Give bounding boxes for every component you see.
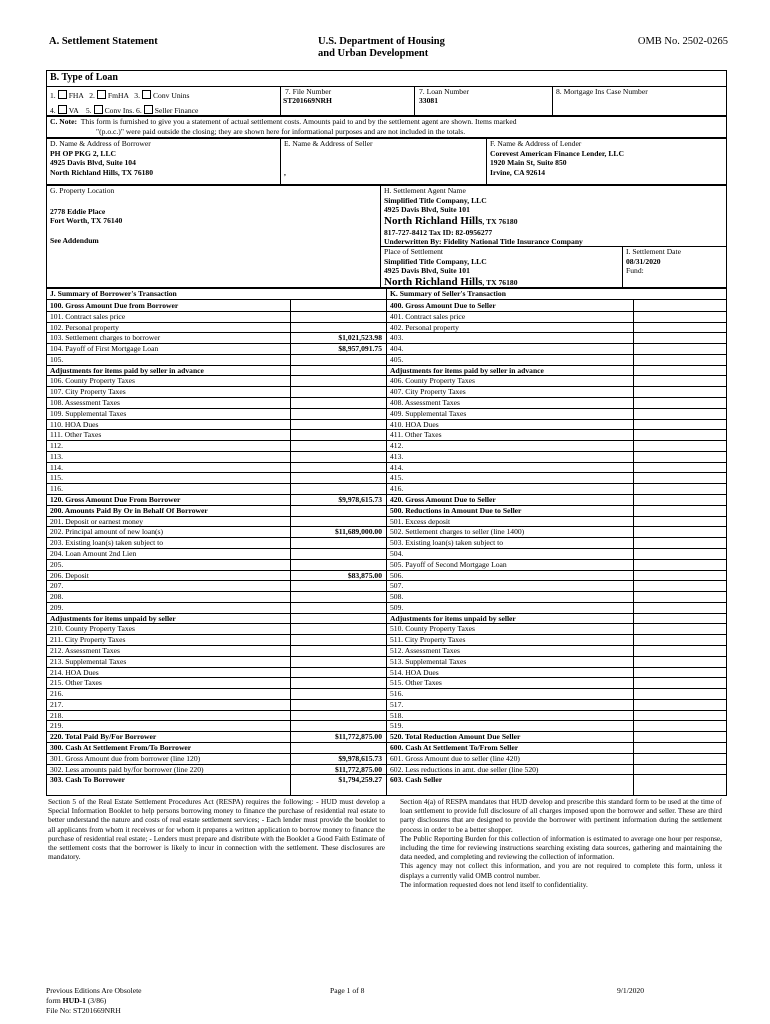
seller-row-label: 412. bbox=[390, 441, 404, 451]
borrower-name: PH OP PKG 2, LLC bbox=[50, 148, 117, 158]
borrower-row-label: 210. County Property Taxes bbox=[50, 624, 135, 634]
form-title: A. Settlement Statement bbox=[49, 36, 158, 47]
borrower-row-label: 301. Gross Amount due from borrower (line 120) bbox=[50, 753, 201, 763]
option-number: 5. bbox=[85, 106, 92, 115]
seller-row-amount bbox=[635, 580, 723, 591]
property-location-label: G. Property Location bbox=[50, 186, 115, 195]
borrower-row-label: 113. bbox=[50, 451, 64, 461]
loan-number-value: 33081 bbox=[419, 96, 438, 105]
borrower-row-label: 212. Assessment Taxes bbox=[50, 645, 120, 655]
seller-row-label: Adjustments for items unpaid by seller bbox=[390, 613, 516, 623]
lender-city: Irvine, CA 92614 bbox=[490, 167, 546, 177]
footer-left bbox=[46, 986, 142, 1016]
respa-section-4-paragraph: Section 4(a) of RESPA mandates that HUD develop and prescribe this standard form to be used at the time of loan settlement to provide full disclosure of all charges imposed upon the borrower and seller. These are third party disclosures that are designed to provide the borrower with pertinent information during the settlement process in order to be a better shopper. bbox=[400, 797, 722, 834]
borrower-row-amount bbox=[292, 408, 382, 419]
respa-section-4-note bbox=[400, 797, 722, 889]
seller-row-amount bbox=[635, 311, 723, 322]
place-label: Place of Settlement bbox=[384, 247, 444, 256]
borrower-row-amount: $9,978,615.73 bbox=[338, 753, 382, 763]
seller-row-label: 501. Excess deposit bbox=[390, 516, 451, 526]
department-line-1: U.S. Department of Housing bbox=[318, 36, 445, 47]
omb-control-paragraph: This agency may not collect this information, and you are not required to complete this form, unless it displays a currently valid OMB control number. bbox=[400, 861, 722, 880]
seller-row-label: 502. Settlement charges to seller (line 1400) bbox=[390, 527, 525, 537]
option-number: 3. bbox=[134, 91, 140, 100]
borrower-row-label: 106. County Property Taxes bbox=[50, 376, 135, 386]
agent-state-zip: , TX 76180 bbox=[482, 216, 518, 226]
seller-row-amount bbox=[635, 451, 723, 462]
seller-row-label: 407. City Property Taxes bbox=[390, 387, 466, 397]
seller-row-amount bbox=[635, 322, 723, 333]
borrower-row-label: 220. Total Paid By/For Borrower bbox=[50, 732, 157, 742]
borrower-row-amount bbox=[292, 397, 382, 408]
borrower-row-amount bbox=[292, 419, 382, 430]
seller-row-amount bbox=[635, 559, 723, 570]
lender-name: Corevest American Finance Lender, LLC bbox=[490, 148, 624, 158]
place-address: 4925 Davis Blvd, Suite 101 bbox=[384, 266, 470, 276]
divider bbox=[622, 246, 623, 288]
borrower-row-label: Adjustments for items unpaid by seller bbox=[50, 613, 176, 623]
borrower-row-label: 302. Less amounts paid by/for borrower (line 220) bbox=[50, 764, 204, 774]
borrower-row-label: 115. bbox=[50, 473, 64, 483]
borrower-row-amount bbox=[292, 710, 382, 721]
seller-value: , bbox=[284, 168, 286, 177]
seller-row-amount bbox=[635, 365, 723, 376]
borrower-row-label: 215. Other Taxes bbox=[50, 678, 102, 688]
lender-address: 1920 Main St, Suite 850 bbox=[490, 158, 567, 168]
seller-row-label: 503. Existing loan(s) taken subject to bbox=[390, 538, 504, 548]
divider bbox=[280, 86, 281, 116]
settlement-date-value: 08/31/2020 bbox=[626, 256, 661, 266]
seller-row-amount bbox=[635, 483, 723, 494]
omb-number: OMB No. 2502-0265 bbox=[637, 36, 728, 47]
seller-row-label: 508. bbox=[390, 592, 404, 602]
seller-row-label: 510. County Property Taxes bbox=[390, 624, 475, 634]
borrower-row-label: 219. bbox=[50, 721, 64, 731]
borrower-row-label: 201. Deposit or earnest money bbox=[50, 516, 144, 526]
borrower-row-label: 211. City Property Taxes bbox=[50, 635, 126, 645]
seller-row-label: 517. bbox=[390, 699, 404, 709]
borrower-row-amount: $1,794,259.27 bbox=[338, 775, 382, 785]
respa-section-5-note: Section 5 of the Real Estate Settlement Procedures Act (RESPA) requires the following: - HUD must develop a Special Information Booklet to help persons borrowing money to finance the purchase of residential real estate to better understand the nature and costs of real estate settlement services; - Each lender must provide the booklet to all applicants from whom it receives or for whom it prepares a written application to borrow money to finance the purchase of residential real estate; - Lenders must prepare and distribute with the Booklet a Good Faith Estimate of the settlement costs that the borrower is likely to incur in connection with the settlement. These disclosures are mandatory. bbox=[48, 797, 385, 862]
form-number bbox=[46, 996, 142, 1006]
agent-phone-tax: 817-727-8412 Tax ID: 82-0956277 bbox=[384, 227, 493, 237]
conv-ins-label: Conv Ins. bbox=[104, 106, 135, 115]
borrower-row-amount bbox=[292, 742, 382, 753]
borrower-row-amount bbox=[292, 375, 382, 386]
divider bbox=[486, 138, 487, 185]
borrower-row-label: 109. Supplemental Taxes bbox=[50, 408, 127, 418]
seller-finance-checkbox[interactable] bbox=[144, 105, 153, 114]
borrower-row-amount bbox=[292, 720, 382, 731]
note-text bbox=[50, 117, 517, 136]
borrower-row-amount bbox=[292, 322, 382, 333]
agent-label: H. Settlement Agent Name bbox=[384, 186, 466, 195]
borrower-row-label: 103. Settlement charges to borrower bbox=[50, 333, 161, 343]
agent-city: North Richland Hills bbox=[384, 214, 483, 227]
fha-checkbox[interactable] bbox=[58, 90, 67, 99]
seller-row-amount bbox=[635, 386, 723, 397]
divider bbox=[414, 86, 415, 116]
seller-row-label: 405. bbox=[390, 354, 404, 364]
seller-row-amount bbox=[635, 408, 723, 419]
form-prefix: form bbox=[46, 996, 63, 1005]
seller-row-amount bbox=[635, 699, 723, 710]
seller-row-amount bbox=[635, 602, 723, 613]
borrower-row-label: 209. bbox=[50, 602, 64, 612]
seller-row-amount bbox=[635, 623, 723, 634]
seller-row-label: 506. bbox=[390, 570, 404, 580]
borrower-row-label: 203. Existing loan(s) taken subject to bbox=[50, 538, 164, 548]
seller-row-label: 401. Contract sales price bbox=[390, 311, 466, 321]
seller-row-amount bbox=[635, 375, 723, 386]
loan-type-row-1 bbox=[50, 90, 189, 101]
borrower-row-amount bbox=[292, 300, 382, 311]
seller-row-label: 403. bbox=[390, 333, 404, 343]
borrower-row-amount: $11,772,875.00 bbox=[334, 732, 382, 742]
file-number-label: 7. File Number bbox=[285, 87, 332, 96]
va-label: VA bbox=[68, 106, 79, 115]
seller-row-label: 400. Gross Amount Due to Seller bbox=[390, 301, 496, 310]
borrower-row-amount bbox=[292, 548, 382, 559]
borrower-row-amount bbox=[292, 634, 382, 645]
settlement-date-label: I. Settlement Date bbox=[626, 247, 682, 256]
seller-row-label: 514. HOA Dues bbox=[390, 667, 439, 677]
seller-row-label: 409. Supplemental Taxes bbox=[390, 408, 467, 418]
lender-block bbox=[490, 139, 624, 177]
settlement-date-block bbox=[626, 247, 681, 276]
seller-row-label: 411. Other Taxes bbox=[390, 430, 442, 440]
borrower-row-amount bbox=[292, 623, 382, 634]
see-addendum: See Addendum bbox=[50, 236, 99, 245]
seller-row-label: 511. City Property Taxes bbox=[390, 635, 466, 645]
seller-row-amount bbox=[635, 472, 723, 483]
borrower-row-amount bbox=[292, 311, 382, 322]
fmha-checkbox[interactable] bbox=[97, 90, 106, 99]
borrower-row-label: 206. Deposit bbox=[50, 570, 89, 580]
note-label: C. Note: bbox=[50, 117, 77, 126]
seller-row-amount bbox=[635, 397, 723, 408]
borrower-row-label: 102. Personal property bbox=[50, 322, 119, 332]
seller-row-amount bbox=[635, 591, 723, 602]
form-revision: (3/86) bbox=[85, 996, 107, 1005]
seller-row-label: 406. County Property Taxes bbox=[390, 376, 475, 386]
seller-finance-label: Seller Finance bbox=[154, 106, 199, 115]
borrower-row-label: 300. Cash At Settlement From/To Borrower bbox=[50, 742, 192, 752]
borrower-row-amount bbox=[292, 677, 382, 688]
borrower-row-amount: $11,689,000.00 bbox=[334, 527, 382, 537]
borrower-row-amount: $8,957,091.75 bbox=[338, 344, 382, 354]
seller-row-amount bbox=[635, 440, 723, 451]
property-city: Fort Worth, TX 76140 bbox=[50, 216, 123, 225]
borrower-row-label: 207. bbox=[50, 581, 64, 591]
borrower-row-amount bbox=[292, 483, 382, 494]
seller-row-label: 602. Less reductions in amt. due seller (line 520) bbox=[390, 764, 539, 774]
borrower-row-amount bbox=[292, 440, 382, 451]
option-number: 6. bbox=[136, 106, 142, 115]
borrower-row-amount bbox=[292, 537, 382, 548]
borrower-row-amount bbox=[292, 472, 382, 483]
loan-type-row-2 bbox=[50, 105, 198, 116]
place-state-zip: , TX 76180 bbox=[482, 277, 518, 287]
seller-row-amount bbox=[635, 774, 723, 785]
seller-row-label: 410. HOA Dues bbox=[390, 419, 439, 429]
seller-row-label: 600. Cash At Settlement To/From Seller bbox=[390, 742, 519, 752]
borrower-label: D. Name & Address of Borrower bbox=[50, 139, 151, 148]
seller-row-label: 414. bbox=[390, 462, 404, 472]
option-number: 4. bbox=[50, 106, 56, 115]
note-line-2: "(p.o.c.)" were paid outside the closing; they are shown here for informational purposes and are not included in the totals. bbox=[96, 126, 466, 136]
seller-row-amount bbox=[635, 645, 723, 656]
divider bbox=[380, 185, 381, 288]
seller-row-label: 415. bbox=[390, 473, 404, 483]
borrower-row-label: 120. Gross Amount Due From Borrower bbox=[50, 495, 181, 505]
seller-row-amount bbox=[635, 300, 723, 311]
mortgage-ins-case-label: 8. Mortgage Ins Case Number bbox=[556, 87, 648, 96]
borrower-row-label: 218. bbox=[50, 710, 64, 720]
seller-row-label: 500. Reductions in Amount Due to Seller bbox=[390, 505, 522, 515]
seller-row-amount bbox=[635, 667, 723, 678]
conv-unins-checkbox[interactable] bbox=[142, 90, 151, 99]
seller-row-label: 519. bbox=[390, 721, 404, 731]
seller-label: E. Name & Address of Seller bbox=[284, 139, 373, 148]
option-number: 1. bbox=[50, 91, 56, 100]
borrower-row-label: 204. Loan Amount 2nd Lien bbox=[50, 548, 137, 558]
divider bbox=[280, 138, 281, 185]
borrower-row-label: 214. HOA Dues bbox=[50, 667, 99, 677]
borrower-row-label: 107. City Property Taxes bbox=[50, 387, 126, 397]
place-name: Simplified Title Company, LLC bbox=[384, 256, 487, 266]
borrower-city: North Richland Hills, TX 76180 bbox=[50, 167, 154, 177]
place-of-settlement-block bbox=[384, 247, 518, 289]
underwriter: Underwritten By: Fidelity National Title Insurance Company bbox=[384, 237, 583, 247]
borrower-row-amount bbox=[292, 462, 382, 473]
seller-row-amount bbox=[635, 462, 723, 473]
borrower-row-label: 213. Supplemental Taxes bbox=[50, 656, 127, 666]
borrower-row-label: 216. bbox=[50, 689, 64, 699]
borrower-row-amount bbox=[292, 656, 382, 667]
settlement-agent-block bbox=[384, 186, 583, 247]
borrower-row-amount bbox=[292, 505, 382, 516]
borrower-row-label: 101. Contract sales price bbox=[50, 311, 126, 321]
seller-row-amount bbox=[635, 613, 723, 624]
borrower-row-amount bbox=[292, 365, 382, 376]
borrower-row-amount: $1,021,523.98 bbox=[338, 333, 382, 343]
seller-row-label: 504. bbox=[390, 548, 404, 558]
seller-row-amount bbox=[635, 419, 723, 430]
borrower-row-label: 217. bbox=[50, 699, 64, 709]
seller-row-amount bbox=[635, 742, 723, 753]
borrower-row-label: 200. Amounts Paid By Or in Behalf Of Borrower bbox=[50, 505, 208, 515]
seller-row-amount bbox=[635, 343, 723, 354]
seller-row-label: 513. Supplemental Taxes bbox=[390, 656, 467, 666]
borrower-row-label: 208. bbox=[50, 592, 64, 602]
seller-row-amount bbox=[635, 634, 723, 645]
seller-row-amount bbox=[635, 354, 723, 365]
conv-ins-checkbox[interactable] bbox=[94, 105, 103, 114]
borrower-row-label: 205. bbox=[50, 559, 64, 569]
seller-row-amount bbox=[635, 570, 723, 581]
va-checkbox[interactable] bbox=[58, 105, 67, 114]
seller-row-label: 603. Cash Seller bbox=[390, 775, 443, 785]
borrower-row-amount bbox=[292, 559, 382, 570]
borrower-summary-title: J. Summary of Borrower's Transaction bbox=[50, 289, 177, 298]
seller-row-label: 520. Total Reduction Amount Due Seller bbox=[390, 732, 521, 742]
property-street: 2778 Eddie Place bbox=[50, 207, 106, 216]
agent-address: 4925 Davis Blvd, Suite 101 bbox=[384, 205, 470, 215]
seller-row-label: 601. Gross Amount due to seller (line 420) bbox=[390, 753, 520, 763]
conv-unins-label: Conv Unins bbox=[152, 91, 190, 100]
borrower-row-amount: $11,772,875.00 bbox=[334, 764, 382, 774]
seller-row-label: 402. Personal property bbox=[390, 322, 459, 332]
fund-label: Fund: bbox=[626, 266, 644, 276]
place-city: North Richland Hills bbox=[384, 275, 483, 288]
borrower-row-amount bbox=[292, 354, 382, 365]
seller-row-amount bbox=[635, 494, 723, 505]
borrower-row-label: 110. HOA Dues bbox=[50, 419, 99, 429]
borrower-row-amount bbox=[292, 429, 382, 440]
seller-row-amount bbox=[635, 731, 723, 742]
note-line-1: This form is furnished to give you a statement of actual settlement costs. Amounts paid to and by the settlement agent are shown. Items marked bbox=[80, 117, 517, 126]
borrower-row-amount: $83,875.00 bbox=[347, 570, 382, 580]
seller-row-amount bbox=[635, 677, 723, 688]
department-title bbox=[318, 36, 445, 60]
seller-row-label: 408. Assessment Taxes bbox=[390, 398, 460, 408]
loan-number-label: 7. Loan Number bbox=[419, 87, 469, 96]
borrower-row-label: 105. bbox=[50, 354, 64, 364]
borrower-row-label: 202. Principal amount of new loan(s) bbox=[50, 527, 164, 537]
seller-row-amount bbox=[635, 753, 723, 764]
seller-row-label: 416. bbox=[390, 484, 404, 494]
borrower-block bbox=[50, 139, 153, 177]
lender-label: F. Name & Address of Lender bbox=[490, 139, 582, 148]
borrower-row-label: 104. Payoff of First Mortgage Loan bbox=[50, 344, 159, 354]
seller-row-label: Adjustments for items paid by seller in advance bbox=[390, 365, 544, 375]
borrower-row-label: 111. Other Taxes bbox=[50, 430, 102, 440]
borrower-row-amount bbox=[292, 386, 382, 397]
seller-row-amount bbox=[635, 516, 723, 527]
seller-row-label: 509. bbox=[390, 602, 404, 612]
borrower-row-label: 112. bbox=[50, 441, 64, 451]
obsolete-notice: Previous Editions Are Obsolete bbox=[46, 986, 142, 995]
fha-label: FHA bbox=[68, 91, 84, 100]
seller-row-label: 516. bbox=[390, 689, 404, 699]
borrower-address: 4925 Davis Blvd, Suite 104 bbox=[50, 158, 136, 168]
file-number-value: ST201669NRH bbox=[283, 96, 332, 105]
seller-row-amount bbox=[635, 526, 723, 537]
department-line-2: and Urban Development bbox=[318, 48, 429, 59]
borrower-row-amount bbox=[292, 451, 382, 462]
fmha-label: FmHA bbox=[107, 91, 129, 100]
seller-row-amount bbox=[635, 548, 723, 559]
agent-name: Simplified Title Company, LLC bbox=[384, 195, 487, 205]
seller-row-amount bbox=[635, 764, 723, 775]
borrower-row-label: 100. Gross Amount Due from Borrower bbox=[50, 301, 179, 310]
borrower-row-amount bbox=[292, 645, 382, 656]
footer-file-number: File No: ST201669NRH bbox=[46, 1006, 121, 1015]
seller-row-label: 518. bbox=[390, 710, 404, 720]
seller-row-label: 512. Assessment Taxes bbox=[390, 645, 460, 655]
seller-summary-title: K. Summary of Seller's Transaction bbox=[390, 289, 506, 298]
borrower-row-label: 116. bbox=[50, 484, 64, 494]
borrower-row-amount bbox=[292, 613, 382, 624]
seller-row-amount bbox=[635, 720, 723, 731]
seller-row-label: 505. Payoff of Second Mortgage Loan bbox=[390, 559, 507, 569]
borrower-row-amount bbox=[292, 688, 382, 699]
seller-row-label: 413. bbox=[390, 451, 404, 461]
borrower-row-amount bbox=[292, 602, 382, 613]
seller-row-amount bbox=[635, 710, 723, 721]
borrower-row-label: 114. bbox=[50, 462, 64, 472]
seller-row-label: 420. Gross Amount Due to Seller bbox=[390, 495, 496, 505]
borrower-row-amount bbox=[292, 580, 382, 591]
seller-row-amount bbox=[635, 537, 723, 548]
footer-date: 9/1/2020 bbox=[617, 986, 645, 995]
seller-row-amount bbox=[635, 656, 723, 667]
seller-row-amount bbox=[635, 688, 723, 699]
seller-row-label: 404. bbox=[390, 344, 404, 354]
confidentiality-paragraph: The information requested does not lend itself to confidentiality. bbox=[400, 879, 588, 889]
divider bbox=[552, 86, 553, 116]
reporting-burden-paragraph: The Public Reporting Burden for this collection of information is estimated to average one hour per response, including the time for reviewing instructions searching existing data sources, gathering and maintaining the data needed, and completing and reviewing the collection of information. bbox=[400, 833, 722, 862]
borrower-row-amount bbox=[292, 667, 382, 678]
seller-row-amount bbox=[635, 429, 723, 440]
seller-row-label: 515. Other Taxes bbox=[390, 678, 442, 688]
borrower-row-label: 303. Cash To Borrower bbox=[50, 775, 125, 785]
borrower-row-amount bbox=[292, 516, 382, 527]
seller-row-label: 507. bbox=[390, 581, 404, 591]
borrower-row-label: 108. Assessment Taxes bbox=[50, 398, 120, 408]
form-code: HUD-1 bbox=[62, 996, 86, 1005]
borrower-row-amount bbox=[292, 591, 382, 602]
type-of-loan-title: B. Type of Loan bbox=[50, 72, 118, 83]
borrower-row-amount: $9,978,615.73 bbox=[338, 495, 382, 505]
borrower-row-label: Adjustments for items paid by seller in advance bbox=[50, 365, 204, 375]
seller-row-amount bbox=[635, 505, 723, 516]
borrower-row-amount bbox=[292, 699, 382, 710]
page-number: Page 1 of 8 bbox=[330, 986, 365, 995]
option-number: 2. bbox=[89, 91, 95, 100]
seller-row-amount bbox=[635, 332, 723, 343]
